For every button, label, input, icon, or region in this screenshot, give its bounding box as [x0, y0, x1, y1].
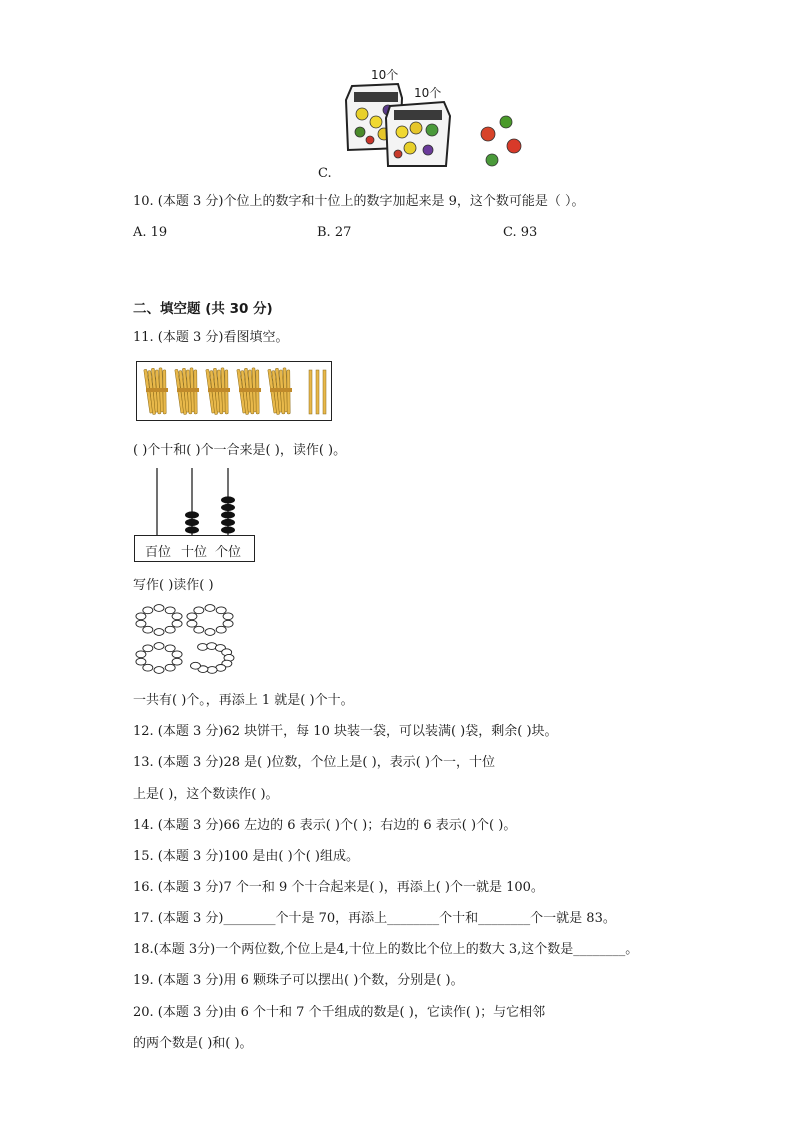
- abacus-bead: [221, 526, 235, 533]
- single-stick: [309, 370, 312, 414]
- bead-rings-figure: [134, 602, 244, 677]
- single-stick: [323, 370, 326, 414]
- bundle-of-ten: [144, 368, 168, 415]
- abacus-bead: [221, 519, 235, 526]
- option-c: C. 93: [503, 225, 538, 240]
- abacus-bead: [221, 496, 235, 503]
- question-20-line-2: 的两个数是( )和( )。: [133, 1036, 253, 1051]
- label-hundreds: 百位: [145, 545, 172, 560]
- abacus-base: [134, 535, 255, 562]
- label-tens: 十位: [181, 545, 208, 560]
- bundle-of-ten: [237, 368, 261, 415]
- question-stem: 11. (本题 3 分)看图填空。: [133, 330, 289, 345]
- question-12: 12. (本题 3 分)62 块饼干，每 10 块装一袋，可以装满( )袋，剩余( )块。: [133, 724, 558, 739]
- bundle-of-ten: [206, 368, 230, 415]
- bead-ring-group: [136, 605, 182, 636]
- question-18: 18.(本题 3分)一个两位数,个位上是4,十位上的数比个位上的数大 3,这个数是________。: [133, 942, 639, 957]
- question-15: 15. (本题 3 分)100 是由( )个( )组成。: [133, 849, 359, 864]
- candy-bags-image: [340, 78, 540, 163]
- bundle-of-ten: [175, 368, 199, 415]
- question-20-line-1: 20. (本题 3 分)由 6 个十和 7 个千组成的数是( )，它读作( )；与它相邻: [133, 1005, 546, 1020]
- abacus-bead: [221, 504, 235, 511]
- section-heading: 二、填空题 (共 30 分): [133, 301, 273, 317]
- bead-ring-group: [136, 643, 182, 674]
- question-17: 17. (本题 3 分)________个十是 70，再添上________个十和________个一就是 83。: [133, 911, 616, 926]
- abacus-rods: [134, 466, 255, 536]
- bead-ring-group: [187, 605, 233, 636]
- bag-label-2: 10个: [414, 86, 442, 100]
- question-13-line-1: 13. (本题 3 分)28 是( )位数，个位上是( )，表示( )个一，十位: [133, 755, 495, 770]
- option-a: A. 19: [133, 225, 168, 240]
- fill-line-3: 一共有( )个。，再添上 1 就是( )个十。: [133, 693, 354, 708]
- abacus-bead: [185, 519, 199, 526]
- single-stick: [316, 370, 319, 414]
- bundle-of-ten: [268, 368, 292, 415]
- fill-line-1: ( )个十和( )个一合来是( )，读作( )。: [133, 443, 347, 458]
- bead-ring-group: [190, 643, 234, 674]
- bag-label-1: 10个: [371, 68, 399, 82]
- fill-line-2: 写作( )读作( ): [133, 578, 214, 593]
- stick-bundles: [137, 362, 333, 422]
- option-c-letter: C.: [318, 166, 332, 181]
- abacus-bead: [221, 511, 235, 518]
- label-ones: 个位: [215, 545, 242, 560]
- abacus-bead: [185, 526, 199, 533]
- question-13-line-2: 上是( )，这个数读作( )。: [133, 787, 279, 802]
- question-16: 16. (本题 3 分)7 个一和 9 个十合起来是( )，再添上( )个一就是 100。: [133, 880, 544, 895]
- question-19: 19. (本题 3 分)用 6 颗珠子可以摆出( )个数，分别是( )。: [133, 973, 464, 988]
- option-b: B. 27: [317, 225, 352, 240]
- question-stem: 10. (本题 3 分)个位上的数字和十位上的数字加起来是 9，这个数可能是（ ）。: [133, 194, 585, 209]
- abacus-bead: [185, 511, 199, 518]
- question-14: 14. (本题 3 分)66 左边的 6 表示( )个( )；右边的 6 表示( )个( )。: [133, 818, 517, 833]
- stick-bundles-figure: [136, 361, 332, 421]
